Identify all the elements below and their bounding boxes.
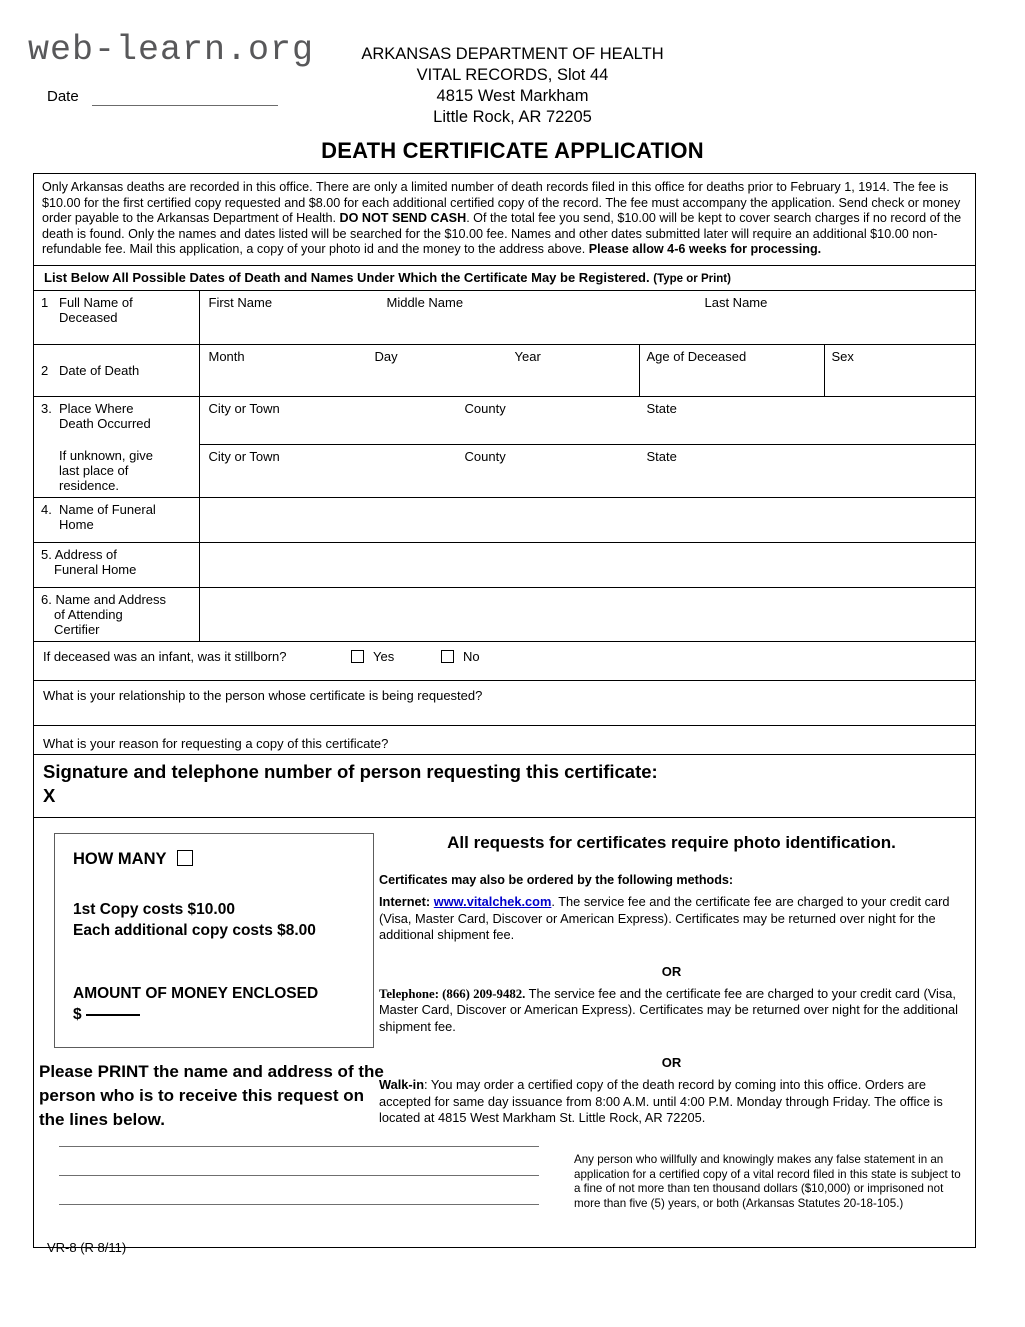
col-header-age-of-deceased: Age of Deceased (646, 348, 747, 364)
col-header-county-1: County (464, 400, 506, 416)
row4-input-cell[interactable] (199, 498, 975, 543)
row1-number: 1 (41, 294, 49, 310)
col-header-state-1: State (646, 400, 677, 416)
vitalchek-link[interactable]: www.vitalchek.com (433, 894, 552, 910)
col-header-state-2: State (646, 448, 677, 464)
walkin-text: : You may order a certified copy of the death record by coming into this office. Orders are accepted for same day issuance from 8:00 A.M. until 4:00 P.M. Monday through Friday. The office is located at 4815 West Markham St. Little Rock, AR 72205. (379, 1077, 943, 1126)
cost-line-first-copy: 1st Copy costs $10.00 (73, 901, 235, 919)
deceased-fields-table (34, 290, 975, 642)
table-row-funeral-home-name (34, 498, 975, 543)
table-row-full-name (34, 290, 975, 344)
row1-input-cell[interactable] (199, 290, 975, 344)
instructions-part-1: Only Arkansas deaths are recorded in this office. There are only a limited number of death records filed in this office for deaths prior to February 1, 1914. The fee is $10.00 for the first certified copy requested and $8.00 for each additional certified copy of the record. The fee must accompany the application. Send check or money order payable to the Arkansas Department of Health. (42, 180, 961, 226)
col-header-city-or-town-2: City or Town (208, 448, 280, 464)
methods-intro: Certificates may also be ordered by the following methods: (379, 873, 734, 888)
signature-block[interactable] (34, 754, 975, 817)
recipient-address-lines[interactable] (59, 1146, 539, 1233)
row2-number: 2 (41, 362, 49, 378)
agency-line-1: ARKANSAS DEPARTMENT OF HEALTH (361, 45, 664, 63)
stillborn-no-label: No (463, 649, 480, 665)
row3-number: 3. (41, 400, 52, 416)
row5-input-cell[interactable] (199, 543, 975, 588)
table-row-place-of-death (34, 396, 975, 444)
table-row-funeral-home-address (34, 543, 975, 588)
row3-label-cell (34, 396, 199, 444)
telephone-label: Telephone: (866) 209-9482. (379, 986, 526, 1001)
table-row-date-of-death (34, 344, 975, 396)
question-stillborn-label: If deceased was an infant, was it stillborn? (43, 649, 287, 665)
row3b-label: If unknown, give last place of residence. (59, 448, 153, 494)
row1-label-cell (34, 290, 199, 344)
telephone-text: The service fee and the certificate fee are charged to your credit card (Visa, Master Card, Discover or American Express). Certificates may be returned over night for the additional shipment fee. (379, 985, 958, 1034)
date-label: Date (47, 88, 79, 105)
col-header-day: Day (374, 348, 398, 364)
question-relationship-label: What is your relationship to the person whose certificate is being requested? (43, 688, 483, 704)
photo-id-notice: All requests for certificates require photo identification. (447, 833, 896, 853)
list-below-header-note: (Type or Print) (653, 272, 731, 285)
signature-title: Signature and telephone number of person requesting this certificate: (43, 761, 658, 783)
method-telephone (379, 986, 964, 1036)
row6-label-cell (34, 588, 199, 642)
checkbox-stillborn-yes[interactable] (351, 650, 364, 663)
row2-age-cell[interactable] (639, 344, 824, 396)
list-below-header-main: List Below All Possible Dates of Death and Names Under Which the Certificate May be Registered. (44, 269, 650, 285)
row2-label-cell (34, 344, 199, 396)
col-header-year: Year (514, 348, 541, 364)
col-header-county-2: County (464, 448, 506, 464)
cost-line-additional-copy: Each additional copy costs $8.00 (73, 922, 316, 940)
row3-label: Place Where Death Occurred (59, 400, 151, 431)
agency-line-4: Little Rock, AR 72205 (433, 108, 592, 126)
row4-label-cell (34, 498, 199, 543)
instructions-paragraph (34, 174, 975, 265)
stillborn-yes-option[interactable] (351, 649, 394, 664)
agency-line-3: 4815 West Markham (436, 87, 589, 105)
how-many-box (54, 833, 374, 1048)
page-title: DEATH CERTIFICATE APPLICATION (321, 138, 704, 163)
dollar-sign: $ (73, 1006, 82, 1024)
watermark-text: web-learn.org (28, 30, 315, 70)
row6-number: 6. (41, 592, 52, 608)
col-header-sex: Sex (831, 348, 854, 364)
table-row-attending-certifier (34, 588, 975, 642)
question-stillborn-row (34, 641, 975, 680)
walkin-label: Walk-in (379, 1077, 425, 1093)
row2-label: Date of Death (59, 362, 140, 378)
row6-label: 6. Name and Address of Attending Certifier (41, 592, 167, 638)
row5-label: 5. Address of Funeral Home (41, 547, 137, 578)
signature-x-marker: X (43, 785, 56, 807)
how-many-title: HOW MANY (73, 850, 373, 869)
col-header-last-name: Last Name (704, 294, 768, 310)
row5-number: 5. (41, 547, 52, 563)
method-internet (379, 894, 964, 944)
method-walkin (379, 1077, 964, 1127)
how-many-costs (73, 899, 373, 941)
row6-input-cell[interactable] (199, 588, 975, 642)
instructions-part-2: . Of the total fee you send, $10.00 will be kept to cover search charges if no record of the death is found. Only the names and dates listed will be searched for the $10.00 fee. Names and other dates submitted later will require an additional $10.00 non-refundable fee. Mail this application, a copy of your photo id and the money to the address above. (42, 211, 962, 257)
row2-sex-cell[interactable] (824, 344, 975, 396)
stillborn-yes-label: Yes (373, 649, 395, 665)
ordering-methods-column (379, 818, 964, 1127)
false-statement-disclaimer: Any person who willfully and knowingly makes any false statement in an application for a certified copy of a vital record filed in this state is subject to a fine of not more than ten thousand dollars ($10,000) or imprisoned not more than five (5) years, or both (Arkansas Statutes 20-18-105.) (574, 1153, 961, 1210)
ordering-panel (34, 817, 975, 1247)
row4-label: Name of Funeral Home (59, 502, 156, 533)
row2-date-cell[interactable] (199, 344, 639, 396)
row3b-label-cell (34, 444, 199, 498)
internet-label: Internet: (379, 894, 431, 910)
agency-line-2: VITAL RECORDS, Slot 44 (416, 66, 609, 84)
row1-label: Full Name of Deceased (59, 294, 133, 325)
row5-label-cell (34, 543, 199, 588)
internet-text: . The service fee and the certificate fee are charged to your credit card (Visa, Master Card, Discover or American Express). Certificates may be returned over night for the additional shipment fee. (379, 894, 950, 943)
or-divider-2: OR (661, 1055, 682, 1071)
address-line-3[interactable] (59, 1204, 539, 1205)
checkbox-how-many[interactable] (177, 850, 193, 866)
row3b-input-cell[interactable] (199, 444, 975, 498)
instructions-bold-processing-time: Please allow 4-6 weeks for processing. (588, 242, 822, 257)
col-header-middle-name: Middle Name (386, 294, 464, 310)
amount-write-line[interactable] (86, 1014, 140, 1016)
col-header-first-name: First Name (208, 294, 273, 310)
address-line-1[interactable] (59, 1146, 539, 1147)
amount-enclosed-field[interactable] (73, 1006, 373, 1024)
please-print-instruction: Please PRINT the name and address of the person who is to receive this request on the lines below. (39, 1062, 384, 1130)
stillborn-no-option[interactable] (441, 649, 480, 664)
or-divider-1: OR (661, 963, 682, 979)
row3-input-cell[interactable] (199, 396, 975, 444)
amount-enclosed-label: AMOUNT OF MONEY ENCLOSED (73, 985, 319, 1003)
col-header-city-or-town-1: City or Town (208, 400, 280, 416)
question-reason-row[interactable] (34, 725, 975, 754)
list-below-header (34, 265, 975, 290)
address-line-2[interactable] (59, 1175, 539, 1176)
form-frame (33, 173, 976, 1248)
table-row-last-residence (34, 444, 975, 498)
form-number: VR-8 (R 8/11) (47, 1240, 127, 1255)
instructions-bold-do-not-send-cash: DO NOT SEND CASH (339, 211, 467, 226)
question-reason-label: What is your reason for requesting a copy of this certificate? (43, 736, 389, 752)
page-header (0, 0, 1025, 163)
col-header-month: Month (208, 348, 245, 364)
question-relationship-row[interactable] (34, 680, 975, 725)
agency-address-block (0, 44, 1025, 128)
row4-number: 4. (41, 502, 52, 518)
checkbox-stillborn-no[interactable] (441, 650, 454, 663)
